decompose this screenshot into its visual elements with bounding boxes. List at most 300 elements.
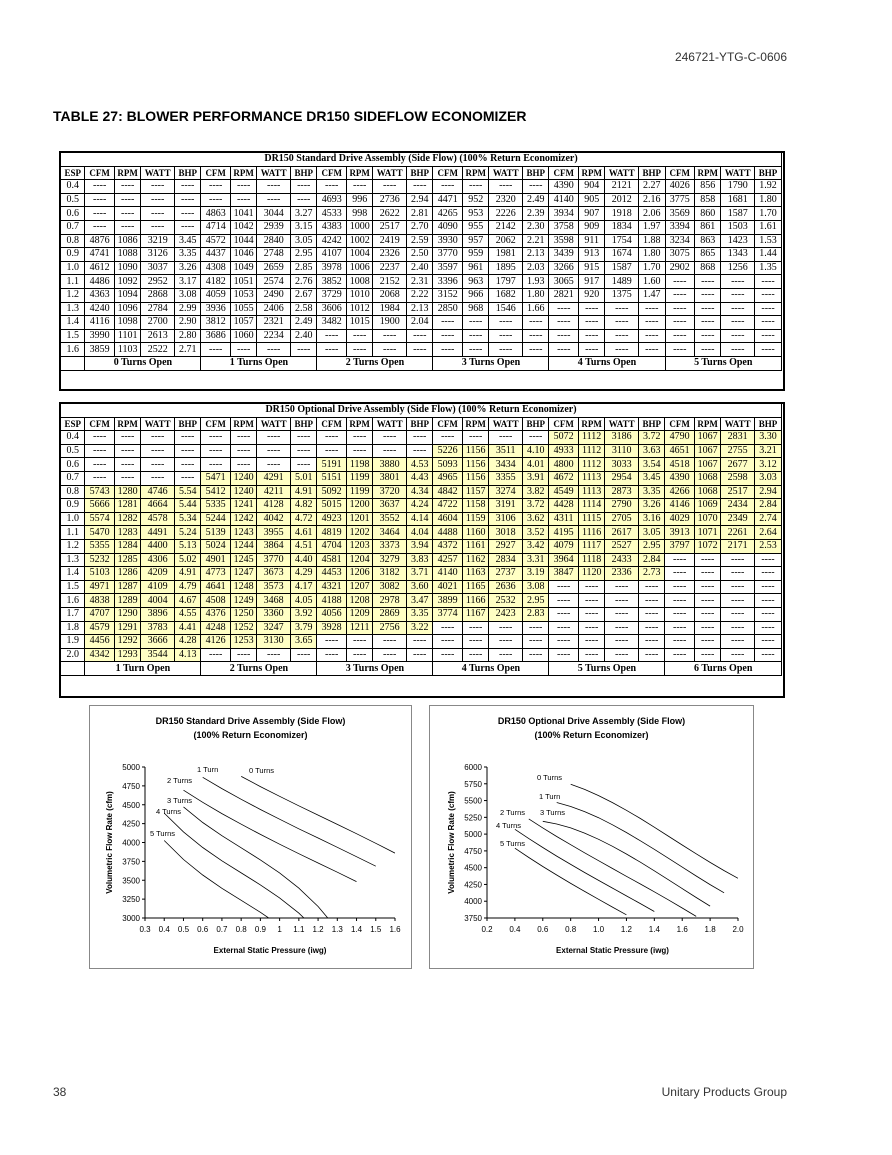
table-cell: 1281 bbox=[114, 499, 140, 513]
chart-subtitle: (100% Return Economizer) bbox=[534, 730, 649, 740]
table-cell: 3075 bbox=[665, 248, 695, 262]
table-cell: ---- bbox=[695, 275, 721, 289]
table-cell: 3152 bbox=[433, 288, 463, 302]
table-cell: 2171 bbox=[721, 539, 755, 553]
table-cell: 3044 bbox=[257, 207, 291, 221]
table-cell: ---- bbox=[605, 329, 639, 343]
table-cell: ---- bbox=[578, 607, 604, 621]
table-cell: 1203 bbox=[346, 539, 372, 553]
y-axis-label: Volumetric Flow Rate (cfm) bbox=[105, 791, 114, 894]
table-cell: ---- bbox=[605, 343, 639, 357]
table-cell: 2636 bbox=[489, 580, 523, 594]
table-cell: 3.15 bbox=[291, 220, 317, 234]
table-cell: ---- bbox=[665, 553, 695, 567]
series-line bbox=[557, 803, 724, 893]
table-cell: 1.88 bbox=[639, 234, 665, 248]
table-cell: 2737 bbox=[489, 567, 523, 581]
series-label: 1 Turn bbox=[539, 792, 561, 801]
table-cell: 2677 bbox=[721, 458, 755, 472]
table-cell: 2517 bbox=[721, 485, 755, 499]
table-cell: 1247 bbox=[230, 567, 256, 581]
table-cell: ---- bbox=[721, 648, 755, 662]
table-cell: 4693 bbox=[317, 193, 347, 207]
table-cell: 4651 bbox=[665, 444, 695, 458]
table-cell: ---- bbox=[373, 444, 407, 458]
table-cell: ---- bbox=[257, 648, 291, 662]
table-cell: ---- bbox=[407, 329, 433, 343]
table-row bbox=[61, 444, 782, 458]
column-header: BHP bbox=[291, 166, 317, 180]
table-cell: 4.82 bbox=[290, 499, 316, 513]
table-cell: 1015 bbox=[346, 316, 372, 330]
series-label: 4 Turns bbox=[156, 807, 182, 816]
column-header: CFM bbox=[85, 417, 115, 431]
table-cell: 1900 bbox=[373, 316, 407, 330]
table-cell: 3758 bbox=[549, 220, 579, 234]
y-tick-label: 3250 bbox=[122, 895, 140, 905]
table-cell: ---- bbox=[721, 329, 755, 343]
table-cell: 3729 bbox=[317, 288, 347, 302]
table-cell: 1.80 bbox=[639, 248, 665, 262]
y-tick-label: 3500 bbox=[122, 876, 140, 886]
table-cell: ---- bbox=[695, 288, 721, 302]
table-cell: 2850 bbox=[433, 302, 463, 316]
table-cell: ---- bbox=[605, 621, 639, 635]
table-cell: 4.29 bbox=[290, 567, 316, 581]
table-cell: ---- bbox=[549, 648, 579, 662]
esp-cell: 1.6 bbox=[61, 594, 85, 608]
table-cell: 4800 bbox=[549, 458, 579, 472]
table-cell: 4390 bbox=[549, 180, 579, 194]
table-cell: 5666 bbox=[85, 499, 115, 513]
table-cell: ---- bbox=[230, 193, 256, 207]
table-cell: ---- bbox=[290, 444, 316, 458]
table-cell: 2.81 bbox=[407, 207, 433, 221]
column-header: CFM bbox=[665, 417, 695, 431]
table-cell: 2237 bbox=[373, 261, 407, 275]
esp-cell: 1.4 bbox=[61, 316, 85, 330]
table-cell: 4079 bbox=[549, 539, 579, 553]
turns-open-label: 4 Turns Open bbox=[433, 662, 549, 676]
table-cell: ---- bbox=[201, 180, 231, 194]
table-cell: 917 bbox=[579, 275, 605, 289]
table-cell: ---- bbox=[665, 635, 695, 649]
table-cell: 2.06 bbox=[639, 207, 665, 221]
table-cell: 3.63 bbox=[638, 444, 664, 458]
column-header: WATT bbox=[373, 166, 407, 180]
table-cell: 3.54 bbox=[638, 458, 664, 472]
column-header: WATT bbox=[721, 417, 755, 431]
column-header: BHP bbox=[754, 417, 781, 431]
column-header: BHP bbox=[522, 417, 548, 431]
table-cell: 1.70 bbox=[639, 261, 665, 275]
table-cell: 2.49 bbox=[523, 193, 549, 207]
table-cell: 961 bbox=[462, 261, 488, 275]
column-header: BHP bbox=[639, 166, 665, 180]
table-cell: ---- bbox=[695, 302, 721, 316]
table-cell: 1041 bbox=[230, 207, 256, 221]
table-cell: ---- bbox=[257, 431, 291, 445]
table-cell: 2.39 bbox=[523, 207, 549, 221]
table-cell: 3.35 bbox=[406, 607, 432, 621]
column-header: RPM bbox=[578, 417, 604, 431]
table-cell: ---- bbox=[257, 193, 291, 207]
table-cell: ---- bbox=[489, 316, 523, 330]
table-cell: ---- bbox=[694, 607, 720, 621]
table-cell: 3018 bbox=[489, 526, 523, 540]
table-cell: ---- bbox=[639, 316, 665, 330]
table-cell: ---- bbox=[462, 329, 488, 343]
table-cell: ---- bbox=[721, 343, 755, 357]
table-cell: ---- bbox=[141, 220, 175, 234]
column-header: RPM bbox=[114, 166, 140, 180]
table-cell: 2.59 bbox=[407, 234, 433, 248]
esp-cell: 1.1 bbox=[61, 275, 85, 289]
table-cell: 2261 bbox=[721, 526, 755, 540]
table-cell: 3801 bbox=[373, 471, 407, 485]
column-header: WATT bbox=[257, 417, 291, 431]
x-tick-label: 0.2 bbox=[481, 925, 493, 934]
table-cell: ---- bbox=[639, 302, 665, 316]
x-tick-label: 0.9 bbox=[254, 925, 266, 934]
table-cell: 2952 bbox=[141, 275, 175, 289]
table-cell: ---- bbox=[695, 329, 721, 343]
table-cell: 4.17 bbox=[290, 580, 316, 594]
table-cell: 1202 bbox=[346, 526, 372, 540]
table-cell: ---- bbox=[694, 580, 720, 594]
table-cell: 1.44 bbox=[755, 248, 782, 262]
table-cell: 2.13 bbox=[523, 248, 549, 262]
table-cell: 1.35 bbox=[755, 261, 782, 275]
esp-cell: 1.2 bbox=[61, 539, 85, 553]
table-cell: ---- bbox=[174, 180, 200, 194]
table-cell: ---- bbox=[114, 444, 140, 458]
table-cell: 1068 bbox=[694, 471, 720, 485]
table-cell: ---- bbox=[754, 553, 781, 567]
optional-drive-table bbox=[60, 403, 782, 676]
table-cell: 5232 bbox=[85, 553, 115, 567]
table-cell: ---- bbox=[523, 180, 549, 194]
table-cell: ---- bbox=[489, 621, 523, 635]
table-cell: 1682 bbox=[489, 288, 523, 302]
esp-cell: 1.7 bbox=[61, 607, 85, 621]
table-cell: ---- bbox=[373, 648, 407, 662]
table-row bbox=[61, 485, 782, 499]
table-cell: 1098 bbox=[114, 316, 140, 330]
x-tick-label: 0.3 bbox=[139, 925, 151, 934]
column-header: ESP bbox=[61, 166, 85, 180]
table-cell: 1113 bbox=[578, 471, 604, 485]
document-id: 246721-YTG-C-0606 bbox=[674, 50, 787, 64]
esp-cell: 1.0 bbox=[61, 261, 85, 275]
table-cell: ---- bbox=[549, 607, 579, 621]
table-cell: 4004 bbox=[141, 594, 175, 608]
table-cell: 2902 bbox=[665, 261, 695, 275]
table-cell: 1.66 bbox=[523, 302, 549, 316]
table-cell: ---- bbox=[755, 302, 782, 316]
table-cell: ---- bbox=[85, 458, 115, 472]
table-cell: ---- bbox=[549, 329, 579, 343]
table-cell: 2320 bbox=[489, 193, 523, 207]
column-header: RPM bbox=[346, 417, 372, 431]
table-cell: 1244 bbox=[230, 539, 256, 553]
x-tick-label: 1.2 bbox=[620, 925, 633, 934]
table-cell: 4109 bbox=[141, 580, 175, 594]
x-tick-label: 0.4 bbox=[158, 925, 170, 934]
table-row bbox=[61, 539, 782, 553]
table-cell: ---- bbox=[346, 343, 372, 357]
table-cell: 5092 bbox=[317, 485, 347, 499]
x-tick-label: 1.3 bbox=[331, 925, 343, 934]
esp-cell: 1.5 bbox=[61, 580, 85, 594]
table-cell: 2.85 bbox=[291, 261, 317, 275]
column-header: WATT bbox=[605, 166, 639, 180]
table-cell: ---- bbox=[754, 607, 781, 621]
x-tick-label: 0.6 bbox=[537, 925, 549, 934]
table-cell: ---- bbox=[317, 343, 347, 357]
table-cell: 1053 bbox=[230, 288, 256, 302]
table-cell: 1120 bbox=[578, 567, 604, 581]
table-cell: ---- bbox=[489, 431, 523, 445]
table-cell: 4664 bbox=[141, 499, 175, 513]
table-cell: 3274 bbox=[489, 485, 523, 499]
table-cell: 1283 bbox=[114, 526, 140, 540]
table-cell: 4707 bbox=[85, 607, 115, 621]
table-cell: 4.72 bbox=[290, 512, 316, 526]
table-cell: ---- bbox=[201, 343, 231, 357]
table-cell: 2068 bbox=[373, 288, 407, 302]
table-cell: 2821 bbox=[549, 288, 579, 302]
table-cell: 1241 bbox=[230, 499, 256, 513]
table-row bbox=[61, 580, 782, 594]
table-cell: 863 bbox=[695, 234, 721, 248]
column-header: WATT bbox=[605, 417, 639, 431]
table-cell: ---- bbox=[638, 594, 664, 608]
table-cell: 4604 bbox=[433, 512, 463, 526]
table-cell: 3797 bbox=[665, 539, 695, 553]
table-cell: 2705 bbox=[605, 512, 639, 526]
table-row bbox=[61, 302, 782, 316]
table-cell: 4.14 bbox=[406, 512, 432, 526]
table-cell: ---- bbox=[462, 316, 488, 330]
table-cell: 1.61 bbox=[755, 220, 782, 234]
table-cell: ---- bbox=[694, 621, 720, 635]
table-cell: 2869 bbox=[373, 607, 407, 621]
chart-subtitle: (100% Return Economizer) bbox=[193, 730, 308, 740]
table-cell: 4383 bbox=[317, 220, 347, 234]
column-header: CFM bbox=[317, 417, 347, 431]
turns-open-label: 4 Turns Open bbox=[549, 356, 665, 370]
series-label: 1 Turn bbox=[197, 765, 219, 774]
table-cell: 3978 bbox=[317, 261, 347, 275]
table-cell: 1292 bbox=[114, 635, 140, 649]
table-cell: ---- bbox=[406, 635, 432, 649]
table-cell: ---- bbox=[291, 180, 317, 194]
table-cell: 3686 bbox=[201, 329, 231, 343]
table-cell: 5093 bbox=[433, 458, 463, 472]
table-cell: 2121 bbox=[605, 180, 639, 194]
table-cell: 2736 bbox=[373, 193, 407, 207]
x-tick-label: 1.6 bbox=[676, 925, 688, 934]
y-tick-label: 3750 bbox=[464, 914, 482, 923]
table-cell: ---- bbox=[230, 458, 256, 472]
table-cell: 1201 bbox=[346, 512, 372, 526]
table-cell: 4971 bbox=[85, 580, 115, 594]
table-cell: 4.24 bbox=[406, 499, 432, 513]
table-cell: 2012 bbox=[605, 193, 639, 207]
column-header: RPM bbox=[230, 417, 256, 431]
table-cell: 2613 bbox=[141, 329, 175, 343]
table-cell: ---- bbox=[721, 553, 755, 567]
table-cell: ---- bbox=[755, 343, 782, 357]
table-cell: ---- bbox=[755, 329, 782, 343]
table-cell: 2234 bbox=[257, 329, 291, 343]
esp-cell: 1.0 bbox=[61, 512, 85, 526]
table-cell: ---- bbox=[721, 580, 755, 594]
table-cell: 4311 bbox=[549, 512, 579, 526]
table-cell: 1103 bbox=[114, 343, 140, 357]
table-cell: 1117 bbox=[578, 539, 604, 553]
table-cell: ---- bbox=[317, 329, 347, 343]
table-cell: ---- bbox=[522, 648, 548, 662]
table-cell: 3468 bbox=[257, 594, 291, 608]
table-cell: 2574 bbox=[257, 275, 291, 289]
chart-title: DR150 Standard Drive Assembly (Side Flow) bbox=[155, 716, 346, 726]
table-cell: 4209 bbox=[141, 567, 175, 581]
table-cell: 3.26 bbox=[174, 261, 200, 275]
table-cell: 5244 bbox=[201, 512, 231, 526]
turns-open-label: 5 Turns Open bbox=[665, 356, 782, 370]
table-cell: ---- bbox=[406, 444, 432, 458]
table-cell: ---- bbox=[639, 329, 665, 343]
table-cell: 911 bbox=[579, 234, 605, 248]
table-row bbox=[61, 621, 782, 635]
table-cell: 2.73 bbox=[638, 567, 664, 581]
table-cell: 5412 bbox=[201, 485, 231, 499]
table-cell: 1243 bbox=[230, 526, 256, 540]
table-cell: 4923 bbox=[317, 512, 347, 526]
table-cell: 1055 bbox=[230, 302, 256, 316]
table-cell: 3573 bbox=[257, 580, 291, 594]
table-cell: ---- bbox=[605, 648, 639, 662]
table-cell: 2.99 bbox=[174, 302, 200, 316]
table-cell: 2.84 bbox=[754, 499, 781, 513]
column-header: CFM bbox=[85, 166, 115, 180]
table-cell: ---- bbox=[638, 607, 664, 621]
table-cell: 1284 bbox=[114, 539, 140, 553]
table-cell: 4308 bbox=[201, 261, 231, 275]
x-tick-label: 0.8 bbox=[235, 925, 247, 934]
table-cell: ---- bbox=[721, 635, 755, 649]
table-cell: ---- bbox=[721, 594, 755, 608]
table-cell: 2226 bbox=[489, 207, 523, 221]
table-cell: 3434 bbox=[489, 458, 523, 472]
table-cell: ---- bbox=[141, 180, 175, 194]
table-cell: 2.95 bbox=[291, 248, 317, 262]
table-cell: 4090 bbox=[433, 220, 463, 234]
table-cell: ---- bbox=[230, 444, 256, 458]
table-cell: ---- bbox=[407, 343, 433, 357]
table-cell: ---- bbox=[346, 329, 372, 343]
table-cell: ---- bbox=[721, 275, 755, 289]
table-cell: 5139 bbox=[201, 526, 231, 540]
table-cell: ---- bbox=[721, 302, 755, 316]
turns-open-label: 0 Turns Open bbox=[85, 356, 201, 370]
table-cell: 1282 bbox=[114, 512, 140, 526]
table-cell: ---- bbox=[489, 180, 523, 194]
table-cell: 4126 bbox=[201, 635, 231, 649]
table-cell: 1051 bbox=[230, 275, 256, 289]
table-cell: 3234 bbox=[665, 234, 695, 248]
y-tick-label: 4750 bbox=[122, 781, 140, 791]
table-cell: 3720 bbox=[373, 485, 407, 499]
table-cell: 1006 bbox=[346, 261, 372, 275]
table-cell: 3.94 bbox=[406, 539, 432, 553]
table-row bbox=[61, 193, 782, 207]
table-cell: 3186 bbox=[605, 431, 639, 445]
table-cell: ---- bbox=[754, 648, 781, 662]
table-cell: 2532 bbox=[489, 594, 523, 608]
table-cell: 904 bbox=[579, 180, 605, 194]
table-cell: 2659 bbox=[257, 261, 291, 275]
table-cell: 4.55 bbox=[174, 607, 200, 621]
table-cell: 3130 bbox=[257, 635, 291, 649]
table-cell: ---- bbox=[346, 180, 372, 194]
table-cell: 4533 bbox=[317, 207, 347, 221]
table-cell: 1834 bbox=[605, 220, 639, 234]
table-cell: 1.53 bbox=[755, 234, 782, 248]
esp-cell: 1.4 bbox=[61, 567, 85, 581]
table-cell: 1112 bbox=[578, 431, 604, 445]
table-cell: ---- bbox=[433, 635, 463, 649]
table-cell: ---- bbox=[754, 567, 781, 581]
table-cell: 1790 bbox=[721, 180, 755, 194]
table-cell: 4240 bbox=[85, 302, 115, 316]
table-cell: 1249 bbox=[230, 594, 256, 608]
table-cell: 1072 bbox=[694, 539, 720, 553]
table-cell: 4.34 bbox=[406, 485, 432, 499]
table-cell: 1157 bbox=[462, 485, 488, 499]
table-cell: ---- bbox=[433, 621, 463, 635]
table-cell: 4578 bbox=[141, 512, 175, 526]
table-cell: 1070 bbox=[694, 512, 720, 526]
table-cell: ---- bbox=[317, 444, 347, 458]
table-cell: ---- bbox=[462, 180, 488, 194]
table-cell: 4211 bbox=[257, 485, 291, 499]
table-cell: 4722 bbox=[433, 499, 463, 513]
table-cell: 3.60 bbox=[406, 580, 432, 594]
table-cell: ---- bbox=[406, 648, 432, 662]
column-header: BHP bbox=[638, 417, 664, 431]
table-cell: 3673 bbox=[257, 567, 291, 581]
table-cell: 2.53 bbox=[754, 539, 781, 553]
table-cell: 1207 bbox=[346, 580, 372, 594]
table-cell: 907 bbox=[579, 207, 605, 221]
column-header: RPM bbox=[462, 166, 488, 180]
series-line bbox=[241, 776, 395, 853]
table-cell: 2490 bbox=[257, 288, 291, 302]
table-cell: ---- bbox=[549, 302, 579, 316]
table-cell: 1252 bbox=[230, 621, 256, 635]
y-tick-label: 5500 bbox=[464, 796, 482, 806]
column-header: BHP bbox=[407, 166, 433, 180]
table-row bbox=[61, 635, 782, 649]
table-cell: ---- bbox=[638, 648, 664, 662]
table-cell: 2527 bbox=[605, 539, 639, 553]
table-cell: 3.17 bbox=[174, 275, 200, 289]
table-cell: 4116 bbox=[85, 316, 115, 330]
table-cell: ---- bbox=[141, 431, 175, 445]
